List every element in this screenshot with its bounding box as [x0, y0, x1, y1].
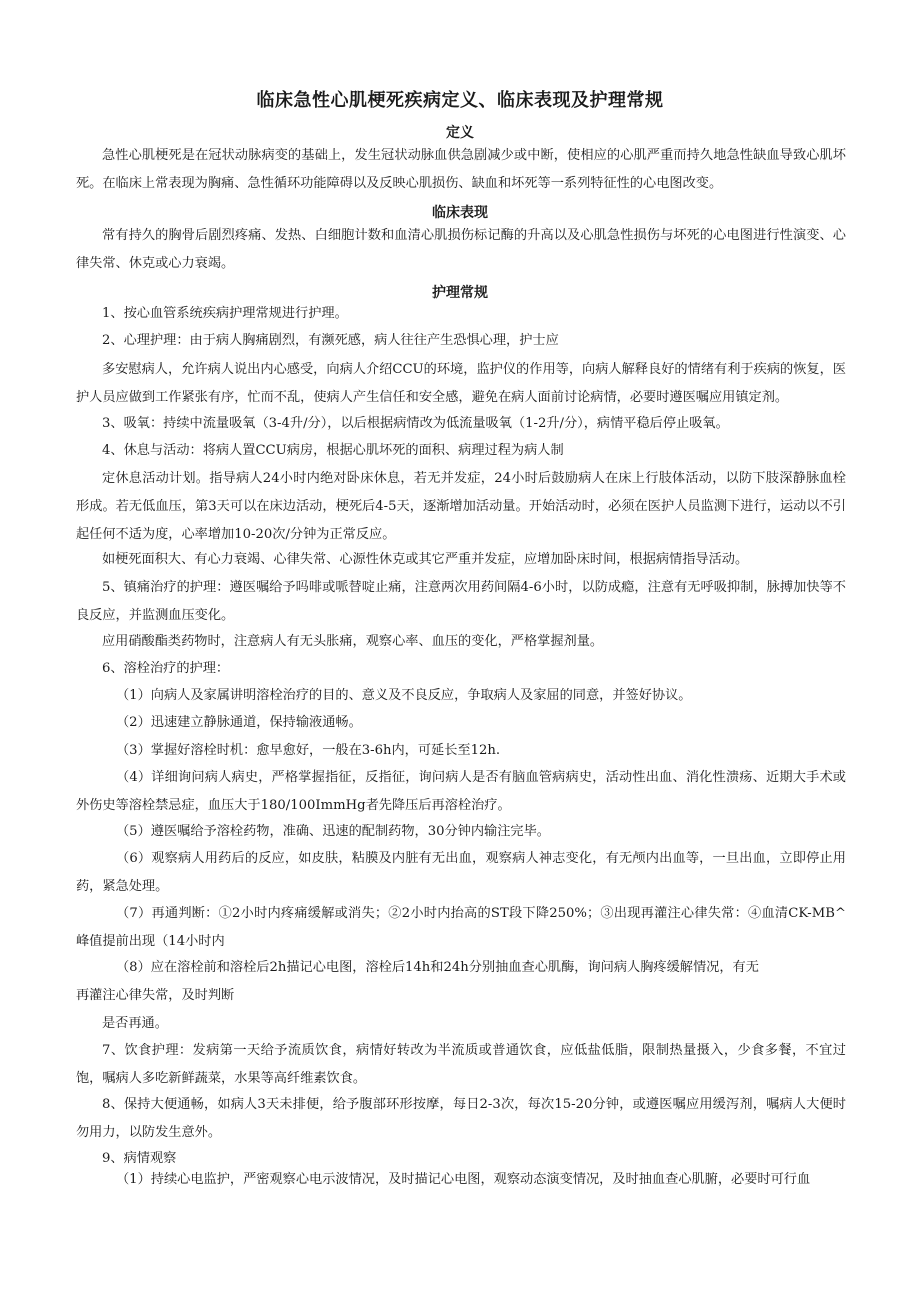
paragraph-thrombolysis-4: （4）详细询问病人病史，严格掌握指征，反指征，询问病人是否有脑血管病病史，活动性出血、消化性溃疡、近期大手术或外伤史等溶栓禁忌症，血压大于180/100ImmHg者先降压后再溶栓治疗。	[76, 770, 846, 813]
paragraph-thrombolysis-8-end: 是否再通。	[102, 1016, 168, 1031]
paragraph-thrombolysis-7: （7）再通判断：①2小时内疼痛缓解或消失；②2小时内抬高的ST段下降250%；③出现再灌注心律失常：④血清CK-MB^峰值提前出现（14小时内	[76, 906, 846, 949]
paragraph-thrombolysis-5: （5）遵医嘱给予溶栓药物，准确、迅速的配制药物，30分钟内输注完毕。	[116, 824, 550, 839]
paragraph-thrombolysis-2: （2）迅速建立静脉通道，保持输液通畅。	[116, 715, 362, 730]
paragraph-nursing-8: 8、保持大便通畅，如病人3天未排便，给予腹部环形按摩，每日2-3次，每次15-20分钟，或遵医嘱应用缓泻剂，嘱病人大便时勿用力，以防发生意外。	[76, 1097, 846, 1140]
heading-nursing: 护理常规	[432, 285, 488, 301]
paragraph-thrombolysis-6: （6）观察病人用药后的反应，如皮肤，粘膜及内脏有无出血，观察病人神志变化，有无颅内出血等，一旦出血，立即停止用药，紧急处理。	[76, 851, 846, 894]
paragraph-nursing-4b: 定休息活动计划。指导病人24小时内绝对卧床休息，若无并发症，24小时后鼓励病人在床上行肢体活动，以防下肢深静脉血栓形成。若无低血压，第3天可以在床边活动，梗死后4-5天，逐渐增加活动量。开始活动时，必须在医护人员监测下进行，运动以不引起任何不适为度，心率增加10-20次/分钟为正常反应。	[76, 471, 846, 542]
document-title: 临床急性心肌梗死疾病定义、临床表现及护理常规	[256, 90, 664, 111]
paragraph-nursing-9: 9、病情观察	[102, 1151, 177, 1166]
paragraph-nursing-6: 6、溶栓治疗的护理：	[102, 661, 230, 676]
paragraph-thrombolysis-8-cont: 再灌注心律失常，及时判断	[76, 988, 235, 1003]
paragraph-nursing-5b: 应用硝酸酯类药物时，注意病人有无头胀痛，观察心率、血压的变化，严格掌握剂量。	[102, 634, 604, 649]
paragraph-thrombolysis-3: （3）掌握好溶栓时机：愈早愈好，一般在3-6h内，可延长至12h.	[116, 743, 501, 758]
heading-definition: 定义	[446, 125, 474, 141]
paragraph-nursing-2: 2、心理护理：由于病人胸痛剧烈，有濒死感，病人往往产生恐惧心理，护士应	[102, 333, 559, 348]
paragraph-nursing-1: 1、按心血管系统疾病护理常规进行护理。	[102, 306, 348, 321]
paragraph-nursing-5: 5、镇痛治疗的护理：遵医嘱给予吗啡或哌替啶止痛，注意两次用药间隔4-6小时，以防成瘾，注意有无呼吸抑制，脉搏加快等不良反应，并监测血压变化。	[76, 580, 846, 623]
paragraph-thrombolysis-8: （8）应在溶栓前和溶栓后2h描记心电图，溶栓后14h和24h分别抽血查心肌酶，询问病人胸疼缓解情况，有无	[116, 960, 759, 975]
paragraph-nursing-7: 7、饮食护理：发病第一天给予流质饮食，病情好转改为半流质或普通饮食，应低盐低脂，限制热量摄入，少食多餐，不宜过饱，嘱病人多吃新鲜蔬菜，水果等高纤维素饮食。	[76, 1043, 846, 1086]
paragraph-observation-1: （1）持续心电监护，严密观察心电示波情况，及时描记心电图，观察动态演变情况，及时抽血查心肌腑，必要时可行血	[116, 1172, 811, 1187]
paragraph-nursing-4: 4、休息与活动：将病人置CCU病房，根据心肌坏死的面积、病理过程为病人制	[102, 443, 564, 458]
paragraph-nursing-2b: 多安慰病人，允许病人说出内心感受，向病人介绍CCU的环境，监护仪的作用等，向病人解释良好的情绪有利于疾病的恢复，医护人员应做到工作紧张有序，忙而不乱，使病人产生信任和安全感，避免在病人面前讨论病情，必要时遵医嘱应用镇定剂。	[76, 362, 846, 405]
paragraph-nursing-3: 3、吸氧：持续中流量吸氧（3-4升/分），以后根据病情改为低流量吸氧（1-2升/分），病情平稳后停止吸氧。	[102, 416, 729, 431]
paragraph-clinical: 常有持久的胸骨后剧烈疼痛、发热、白细胞计数和血清心肌损伤标记酶的升高以及心肌急性损伤与坏死的心电图进行性演变、心律失常、休克或心力衰竭。	[76, 228, 846, 271]
heading-clinical: 临床表现	[432, 205, 488, 221]
paragraph-nursing-4c: 如梗死面积大、有心力衰竭、心律失常、心源性休克或其它严重并发症，应增加卧床时间，根据病情指导活动。	[102, 552, 749, 567]
paragraph-thrombolysis-1: （1）向病人及家属讲明溶栓治疗的目的、意义及不良反应，争取病人及家屈的同意，并签好协议。	[116, 688, 692, 703]
paragraph-definition: 急性心肌梗死是在冠状动脉病变的基础上，发生冠状动脉血供急剧减少或中断，使相应的心肌严重而持久地急性缺血导致心肌坏死。在临床上常表现为胸痛、急性循环功能障碍以及反映心肌损伤、缺血和坏死等一系列特征性的心电图改变。	[76, 148, 846, 191]
